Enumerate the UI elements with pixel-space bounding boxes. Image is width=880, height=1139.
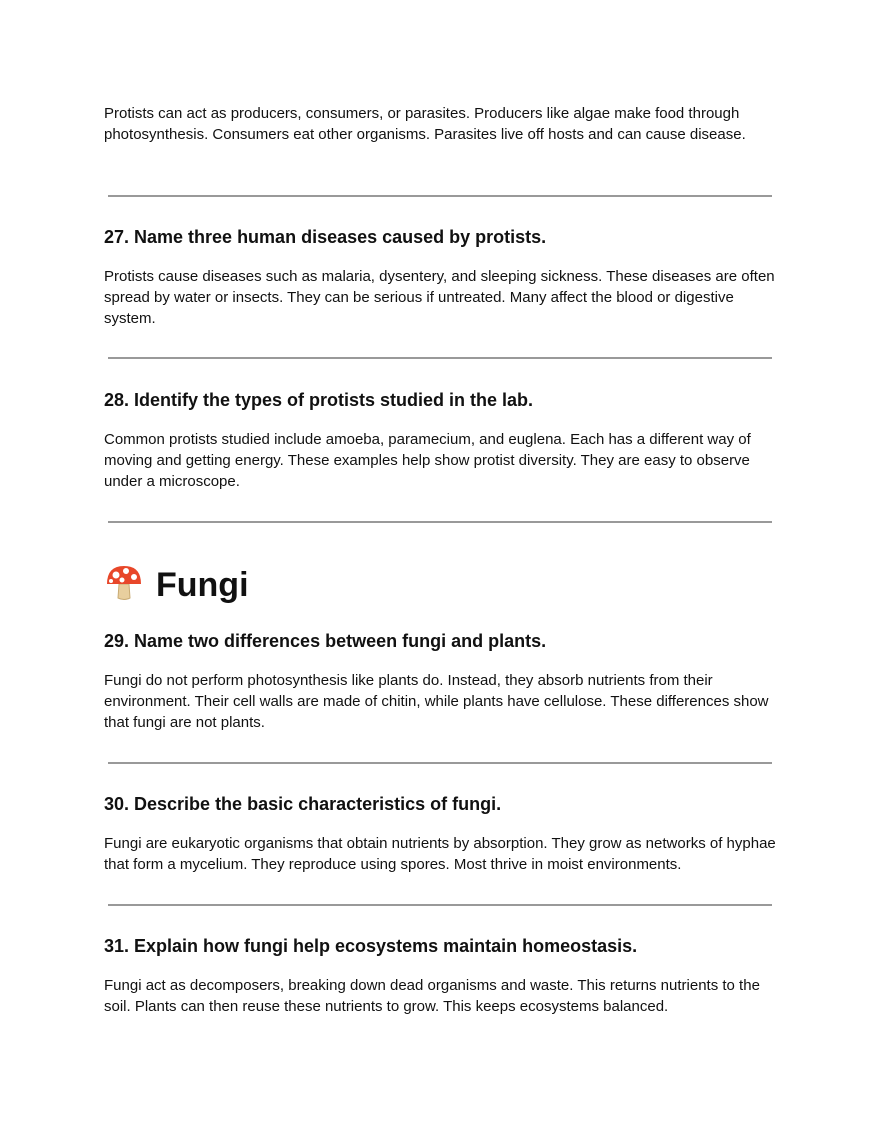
question-heading: 30. Describe the basic characteristics of fungi. — [104, 794, 502, 814]
answer-paragraph: Fungi do not perform photosynthesis like plants do. Instead, they absorb nutrients from their environment. Their cell walls are made of chitin, while plants have cellulose. These differences show that fungi are not plants. — [104, 672, 769, 731]
answer-paragraph: Protists cause diseases such as malaria, dysentery, and sleeping sickness. These diseases are often spread by water or insects. They can be serious if untreated. Many affect the blood or digestive system. — [104, 268, 775, 327]
section-title: Fungi — [156, 565, 249, 604]
mushroom-icon — [104, 562, 144, 607]
question-heading: 28. Identify the types of protists studied in the lab. — [104, 390, 534, 410]
divider — [108, 195, 772, 197]
divider — [108, 521, 772, 523]
answer-paragraph: Common protists studied include amoeba, paramecium, and euglena. Each has a different way of moving and getting energy. These examples help show protist diversity. They are easy to observe under a microscope. — [104, 431, 751, 490]
divider — [108, 357, 772, 359]
answer-paragraph: Fungi are eukaryotic organisms that obtain nutrients by absorption. They grow as networks of hyphae that form a mycelium. They reproduce using spores. Most thrive in moist environments. — [104, 835, 776, 873]
intro-paragraph: Protists can act as producers, consumers, or parasites. Producers like algae make food through photosynthesis. Consumers eat other organisms. Parasites live off hosts and can cause disease. — [104, 105, 746, 143]
section-heading-fungi — [104, 562, 249, 607]
question-heading: 29. Name two differences between fungi and plants. — [104, 631, 547, 651]
question-heading: 31. Explain how fungi help ecosystems maintain homeostasis. — [104, 936, 638, 956]
question-heading: 27. Name three human diseases caused by protists. — [104, 227, 547, 247]
answer-paragraph: Fungi act as decomposers, breaking down dead organisms and waste. This returns nutrients to the soil. Plants can then reuse these nutrients to grow. This keeps ecosystems balanced. — [104, 977, 760, 1015]
divider — [108, 762, 772, 764]
divider — [108, 904, 772, 906]
